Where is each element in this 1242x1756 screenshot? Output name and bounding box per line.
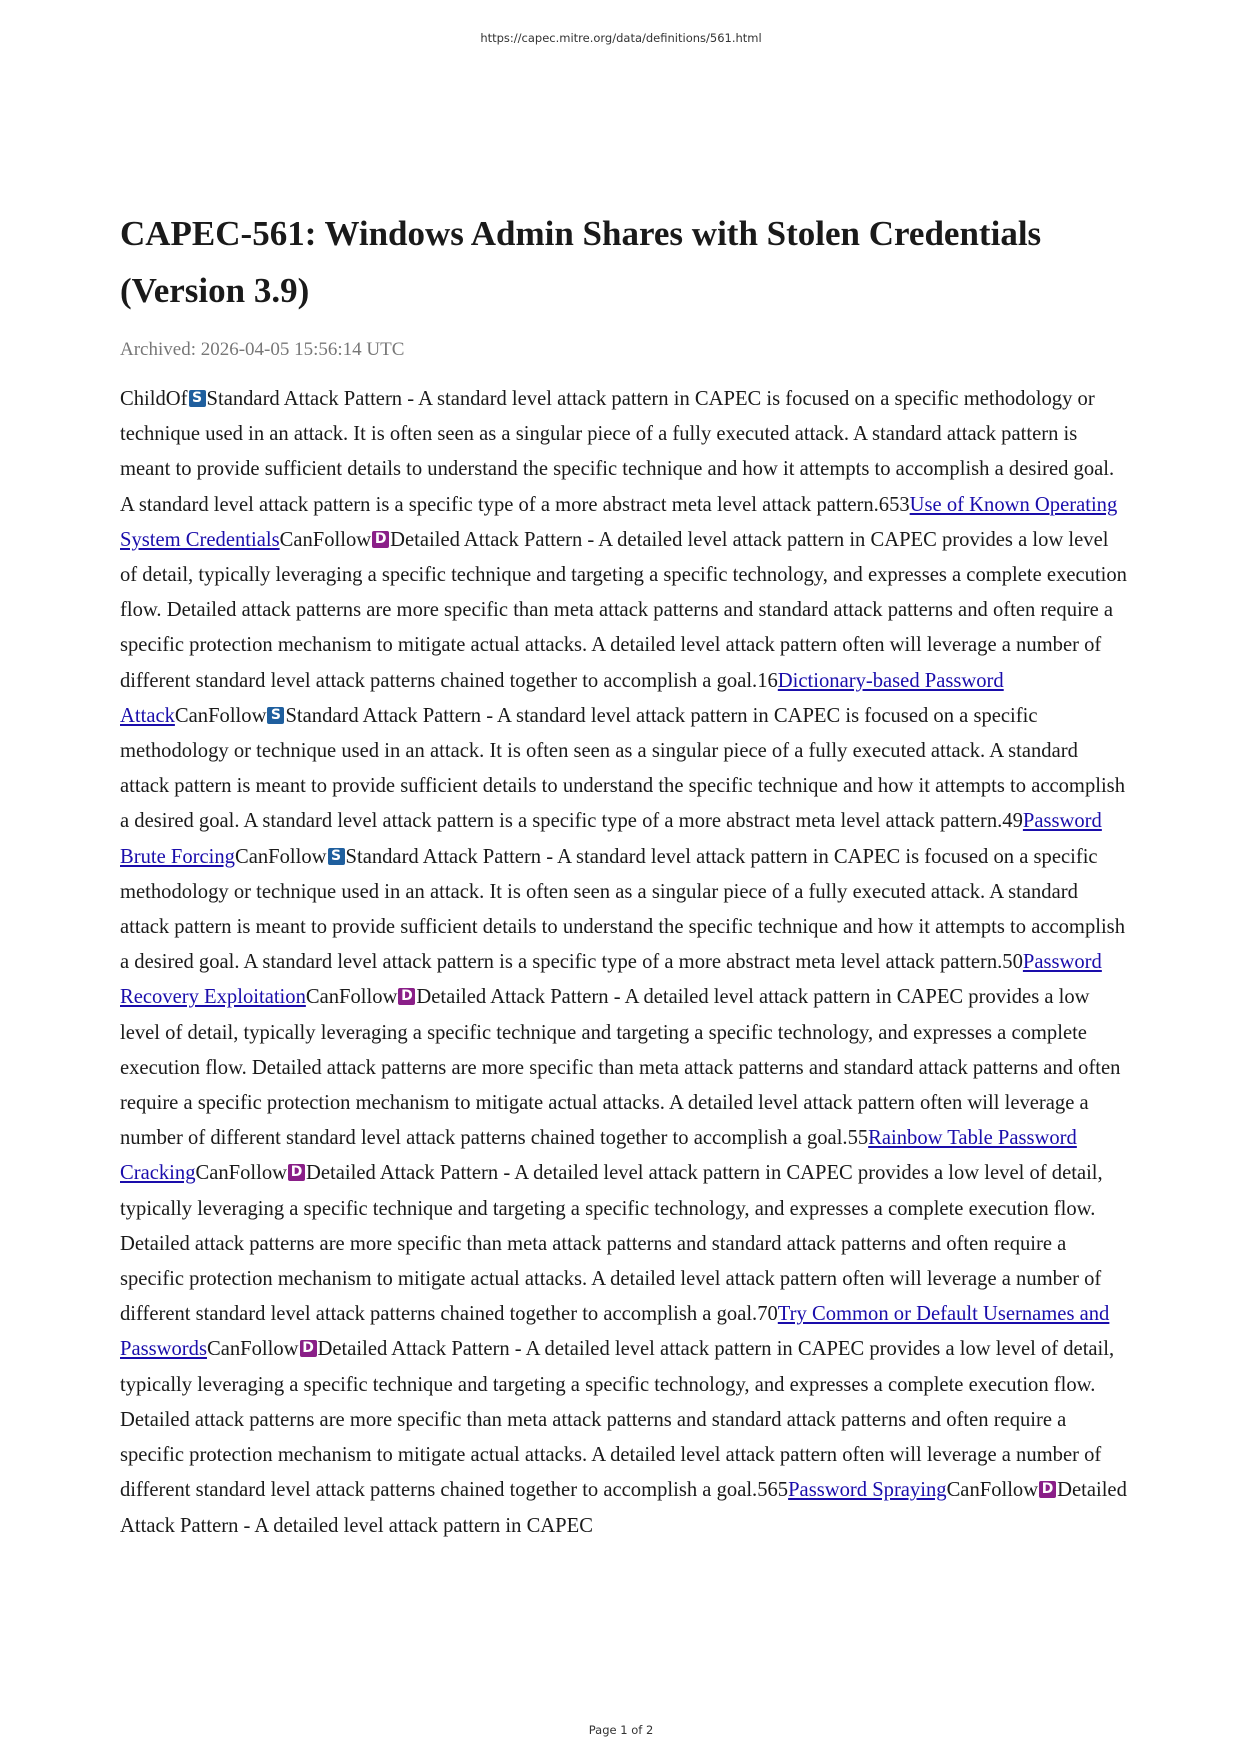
detailed-pattern-icon: D xyxy=(288,1164,305,1181)
capec-link[interactable]: Password Recovery Exploitation xyxy=(120,951,1102,1009)
capec-link[interactable]: Try Common or Default Usernames and Passwords xyxy=(120,1303,1110,1361)
capec-id: 70 xyxy=(757,1303,778,1326)
capec-id: 50 xyxy=(1002,951,1023,974)
relationship-nature: CanFollow xyxy=(206,1338,299,1361)
detailed-pattern-icon: D xyxy=(300,1340,317,1357)
standard-pattern-icon: S xyxy=(189,390,206,407)
pattern-type-description: Standard Attack Pattern - A standard level attack pattern in CAPEC is focused on a specific methodology or technique used in an attack. It is often seen as a singular piece of a fully executed attack. A standard attack pattern is meant to provide sufficient details to understand the specific technique and how it attempts to accomplish a desired goal. A standard level attack pattern is a specific type of a more abstract meta level attack pattern. xyxy=(120,845,1125,974)
capec-link[interactable]: Password Spraying xyxy=(788,1479,947,1502)
capec-id: 565 xyxy=(757,1479,789,1502)
capec-link[interactable]: Dictionary-based Password Attack xyxy=(120,669,1004,727)
capec-id: 49 xyxy=(1002,810,1023,833)
page-number-footer: Page 1 of 2 xyxy=(588,1723,654,1737)
relationship-nature: CanFollow xyxy=(174,704,267,727)
pattern-type-description: Detailed Attack Pattern - A detailed level attack pattern in CAPEC provides a low level of detail, typically leveraging a specific technique and targeting a specific technology, and expresses a complete execution flow. Detailed attack patterns are more specific than meta attack patterns and standard attack patterns and often require a specific protection mechanism to mitigate actual attacks. A detailed level attack pattern often will leverage a number of different standard level attack patterns chained together to accomplish a goal. xyxy=(120,1162,1103,1326)
archived-timestamp: Archived: 2026-04-05 15:56:14 UTC xyxy=(120,339,405,360)
capec-id: 55 xyxy=(847,1127,869,1150)
capec-link[interactable]: Use of Known Operating System Credentials xyxy=(120,493,1118,551)
pattern-type-description: Detailed Attack Pattern - A detailed level attack pattern in CAPEC provides a low level of detail, typically leveraging a specific technique and targeting a specific technology, and expresses a complete execution flow. Detailed attack patterns are more specific than meta attack patterns and standard attack patterns and often require a specific protection mechanism to mitigate actual attacks. A detailed level attack pattern often will leverage a number of different standard level attack patterns chained together to accomplish a goal. xyxy=(120,1338,1115,1502)
capec-link[interactable]: Password Brute Forcing xyxy=(120,810,1102,868)
detailed-pattern-icon: D xyxy=(398,988,415,1005)
capec-id: 653 xyxy=(878,493,910,516)
pattern-type-description: Detailed Attack Pattern - A detailed level attack pattern in CAPEC provides a low level of detail, typically leveraging a specific technique and targeting a specific technology, and expresses a complete execution flow. Detailed attack patterns are more specific than meta attack patterns and standard attack patterns and often require a specific protection mechanism to mitigate actual attacks. A detailed level attack pattern often will leverage a number of different standard level attack patterns chained together to accomplish a goal. xyxy=(120,986,1121,1150)
detailed-pattern-icon: D xyxy=(372,531,389,548)
relationship-nature: CanFollow xyxy=(305,986,398,1009)
capec-id: 16 xyxy=(757,669,778,692)
page-url-header: https://capec.mitre.org/data/definitions/561.html xyxy=(480,31,762,45)
page-title: CAPEC-561: Windows Admin Shares with Stolen Credentials (Version 3.9) xyxy=(120,214,1042,310)
document-content xyxy=(120,205,1130,1544)
pattern-type-description: Detailed Attack Pattern - A detailed level attack pattern in CAPEC xyxy=(120,1479,1127,1537)
pattern-type-description: Standard Attack Pattern - A standard level attack pattern in CAPEC is focused on a specific methodology or technique used in an attack. It is often seen as a singular piece of a fully executed attack. A standard attack pattern is meant to provide sufficient details to understand the specific technique and how it attempts to accomplish a desired goal. A standard level attack pattern is a specific type of a more abstract meta level attack pattern. xyxy=(120,704,1125,833)
capec-link[interactable]: Rainbow Table Password Cracking xyxy=(120,1127,1077,1185)
relationship-nature: CanFollow xyxy=(279,528,372,551)
detailed-pattern-icon: D xyxy=(1039,1481,1056,1498)
relationship-nature: ChildOf xyxy=(120,388,188,410)
relationships-text xyxy=(120,382,1130,1544)
pattern-type-description: Standard Attack Pattern - A standard level attack pattern in CAPEC is focused on a specific methodology or technique used in an attack. It is often seen as a singular piece of a fully executed attack. A standard attack pattern is meant to provide sufficient details to understand the specific technique and how it attempts to accomplish a desired goal. A standard level attack pattern is a specific type of a more abstract meta level attack pattern. xyxy=(120,388,1115,516)
relationship-nature: CanFollow xyxy=(234,845,327,868)
standard-pattern-icon: S xyxy=(267,707,284,724)
relationship-nature: CanFollow xyxy=(946,1479,1039,1502)
relationship-nature: CanFollow xyxy=(195,1162,288,1185)
pattern-type-description: Detailed Attack Pattern - A detailed level attack pattern in CAPEC provides a low level of detail, typically leveraging a specific technique and targeting a specific technology, and expresses a complete execution flow. Detailed attack patterns are more specific than meta attack patterns and standard attack patterns and often require a specific protection mechanism to mitigate actual attacks. A detailed level attack pattern often will leverage a number of different standard level attack patterns chained together to accomplish a goal. xyxy=(120,528,1127,692)
standard-pattern-icon: S xyxy=(328,848,345,865)
